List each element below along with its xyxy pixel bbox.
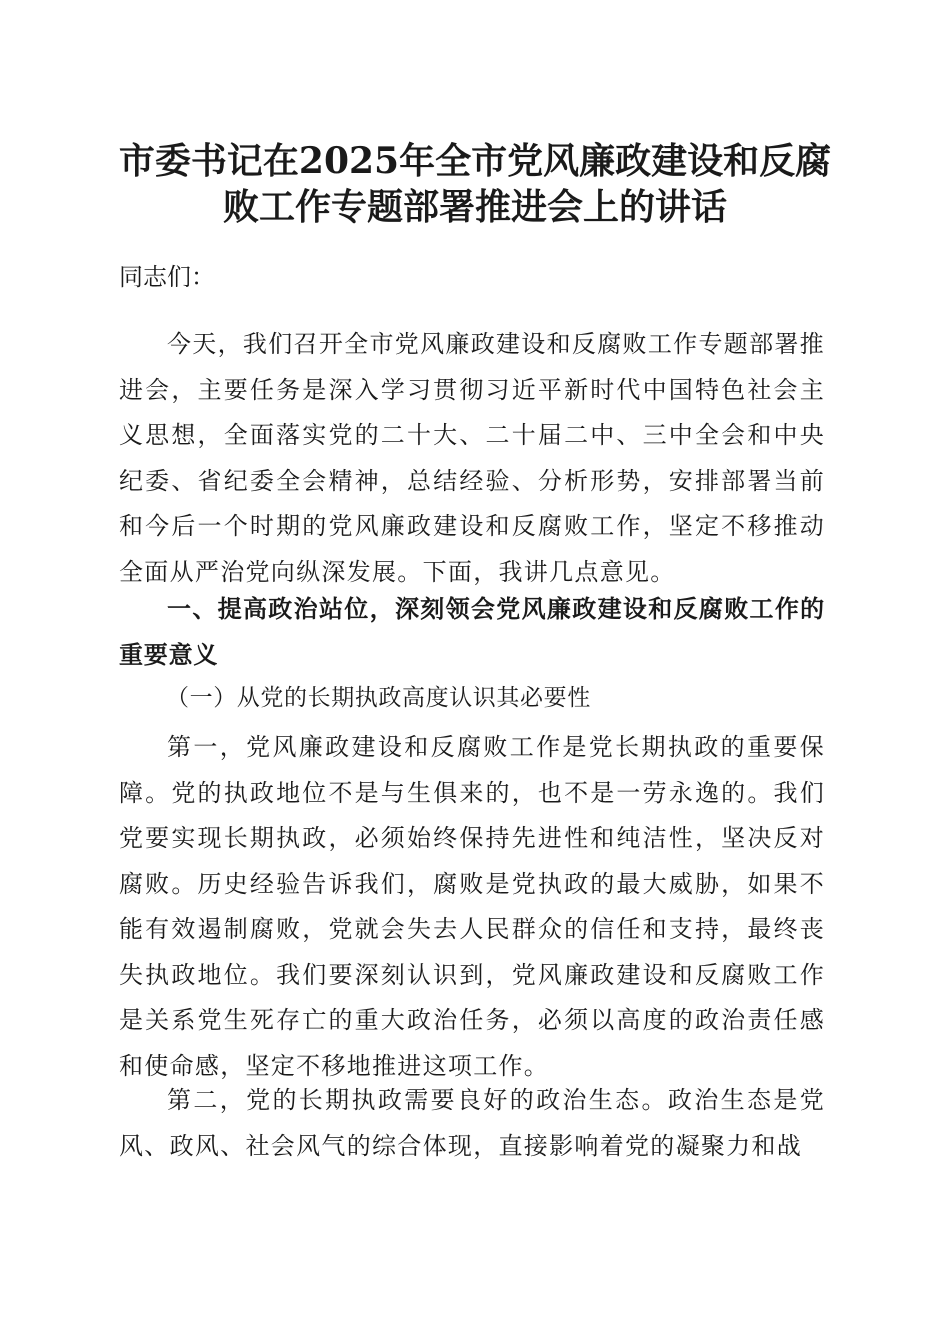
salutation: 同志们： bbox=[119, 263, 215, 291]
section-heading-1: 一、提高政治站位，深刻领会党风廉政建设和反腐败工作的重要意义 bbox=[119, 595, 825, 669]
paragraph-intro: 今天，我们召开全市党风廉政建设和反腐败工作专题部署推进会，主要任务是深入学习贯彻习近平新时代中国特色社会主义思想，全面落实党的二十大、二十届二中、三中全会和中央纪委、省纪委全会精神，总结经验、分析形势，安排部署当前和今后一个时期的党风廉政建设和反腐败工作，坚定不移推动全面从严治党向纵深发展。下面，我讲几点意见。 bbox=[119, 330, 825, 586]
paragraph-second-point: 第二，党的长期执政需要良好的政治生态。政治生态是党风、政风、社会风气的综合体现，直接影响着党的凝聚力和战 bbox=[119, 1086, 825, 1160]
document-title-line-2: 败工作专题部署推进会上的讲话 bbox=[222, 186, 727, 228]
document-title-line-1: 市委书记在2025年全市党风廉政建设和反腐 bbox=[118, 140, 832, 182]
paragraph-first-point: 第一，党风廉政建设和反腐败工作是党长期执政的重要保障。党的执政地位不是与生俱来的，也不是一劳永逸的。我们党要实现长期执政，必须始终保持先进性和纯洁性，坚决反对腐败。历史经验告诉我们，腐败是党执政的最大威胁，如果不能有效遏制腐败，党就会失去人民群众的信任和支持，最终丧失执政地位。我们要深刻认识到，党风廉政建设和反腐败工作是关系党生死存亡的重大政治任务，必须以高度的政治责任感和使命感，坚定不移地推进这项工作。 bbox=[119, 733, 825, 1080]
subsection-heading-1: （一）从党的长期执政高度认识其必要性 bbox=[166, 685, 591, 711]
